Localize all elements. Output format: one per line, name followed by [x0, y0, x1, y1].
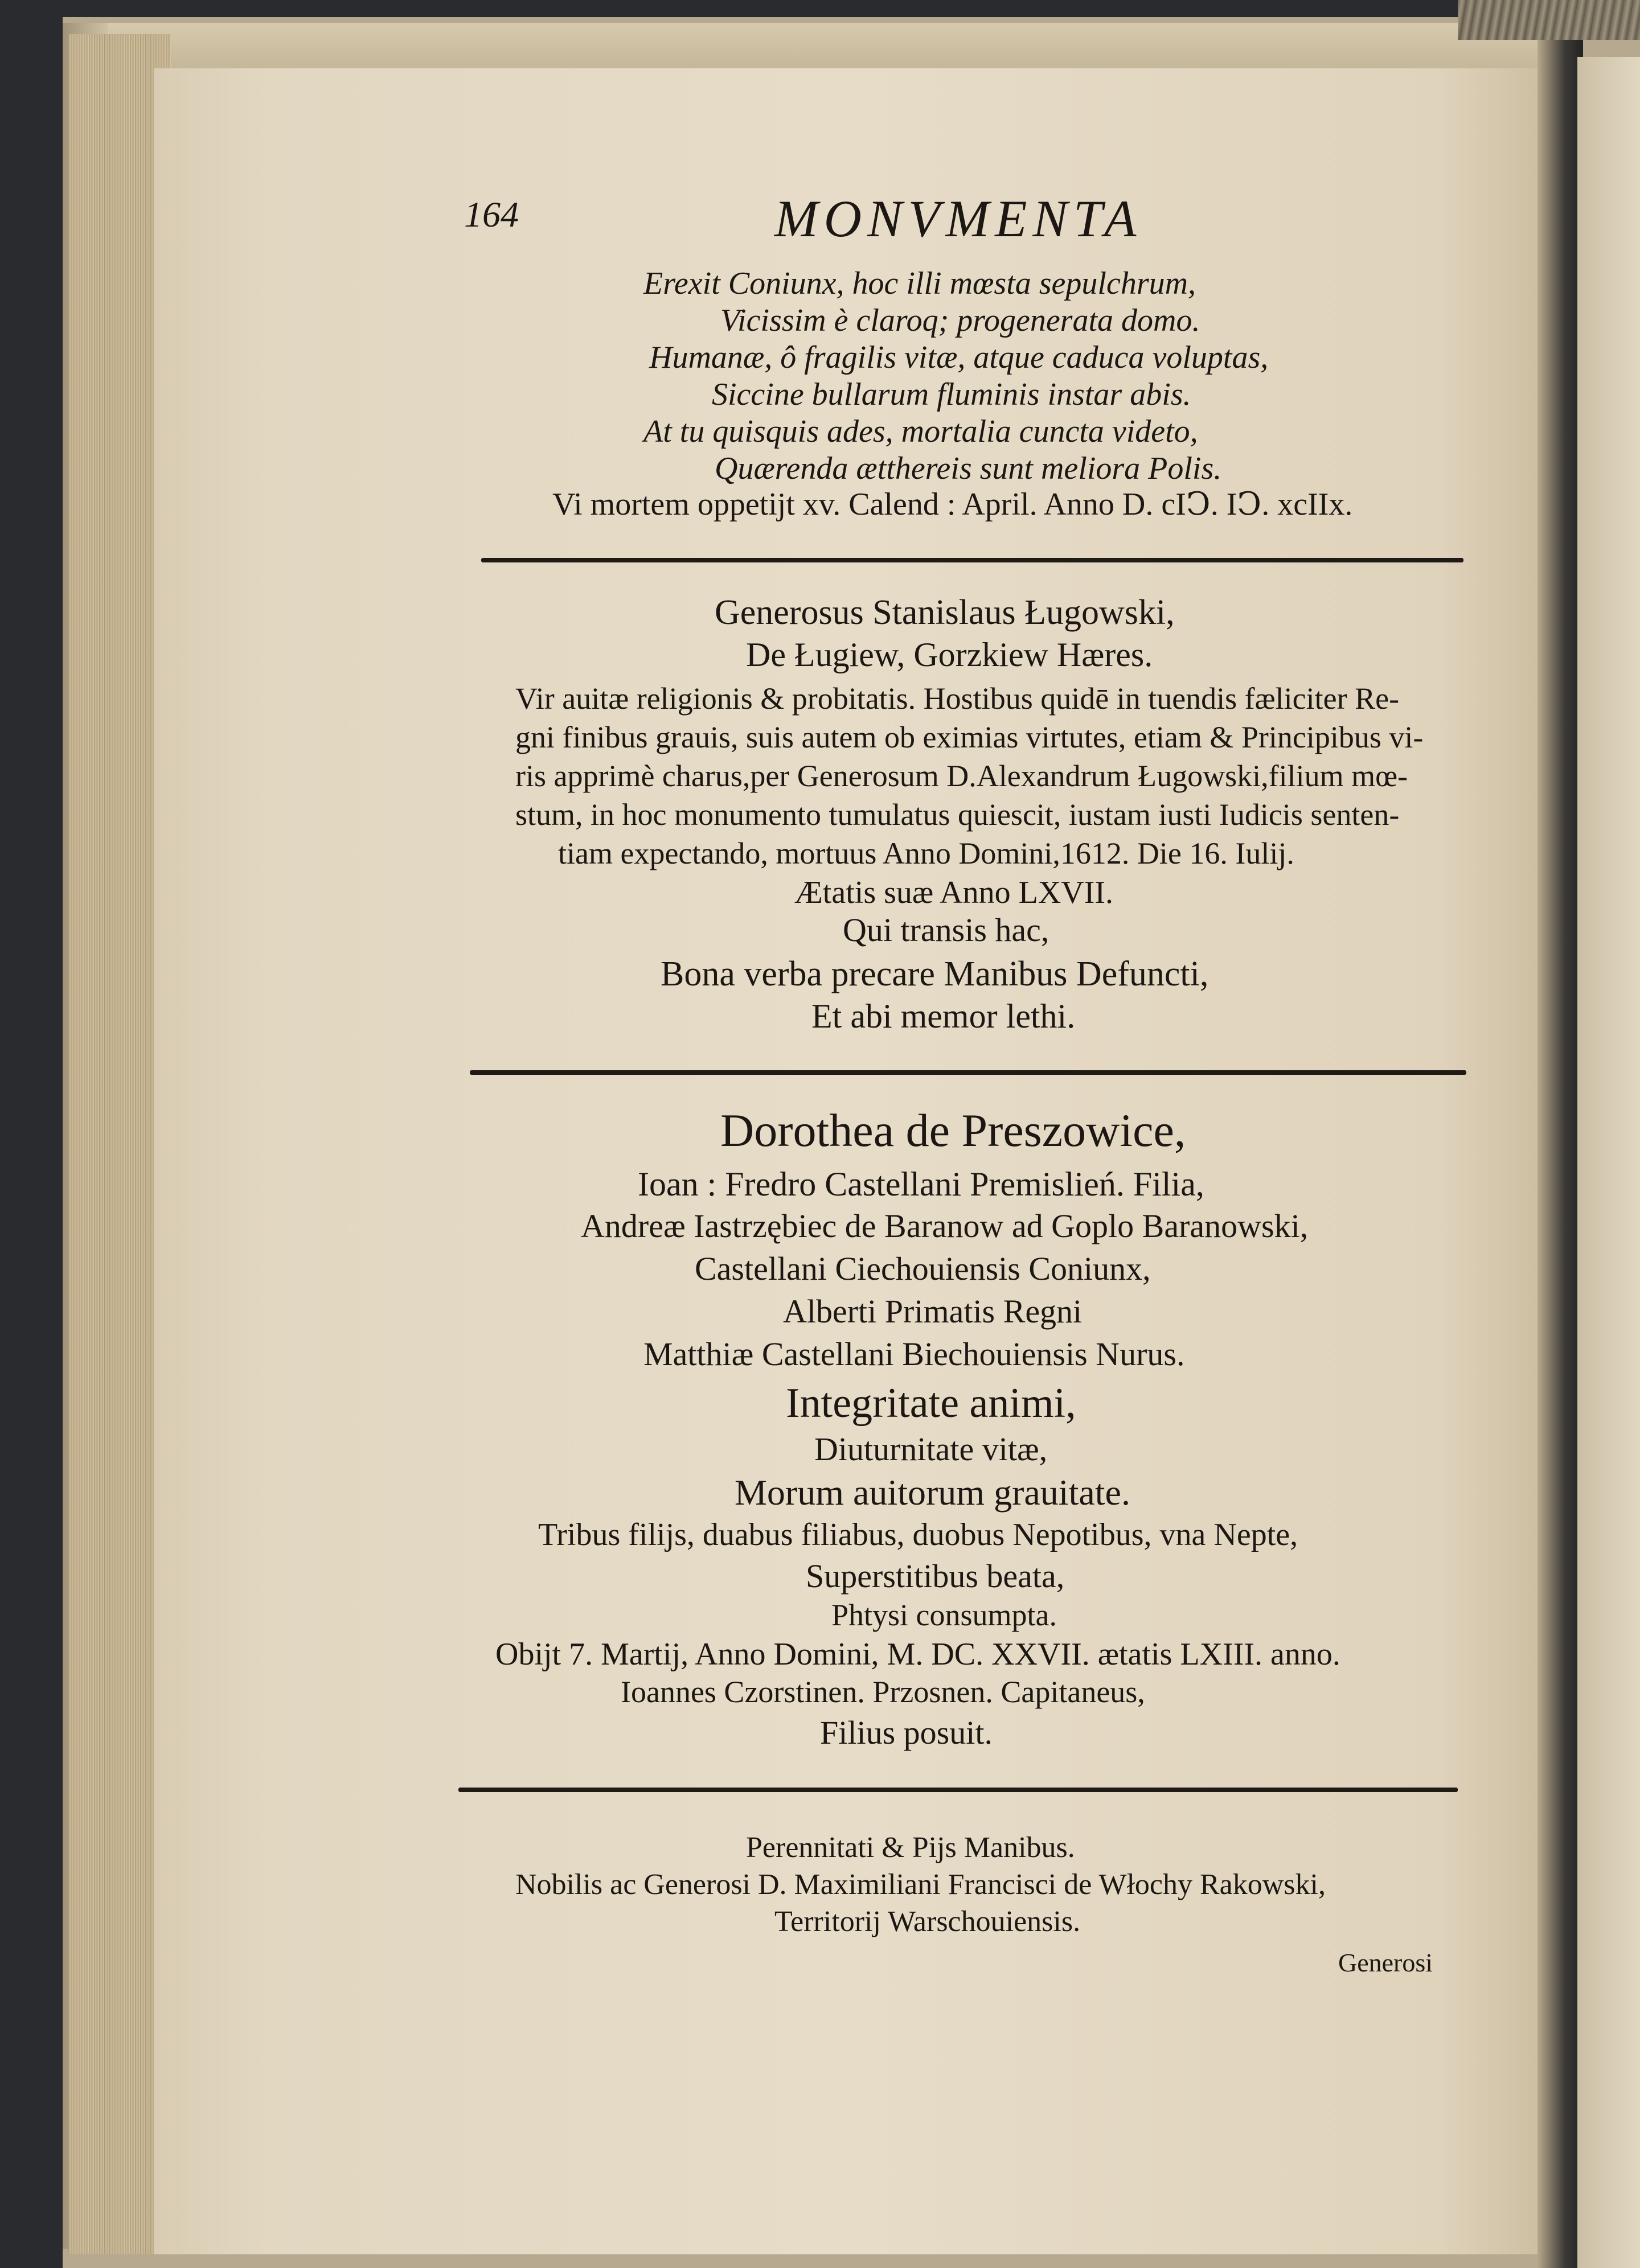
epitaph2-body-4: stum, in hoc monumento tumulatus quiescit, iustam iusti Iudicis senten-: [515, 798, 1400, 832]
epitaph3-line-13: Obijt 7. Martij, Anno Domini, M. DC. XXVII. ætatis LXIII. anno.: [495, 1637, 1340, 1672]
epitaph1-line-2: Vicissim è claroq; progenerata domo.: [720, 303, 1200, 338]
epitaph2-title: De Ługiew, Gorzkiew Hæres.: [746, 636, 1153, 673]
epitaph3-line-8: Diuturnitate vitæ,: [814, 1431, 1048, 1468]
epitaph2-name: Generosus Stanislaus Ługowski,: [715, 593, 1175, 632]
epitaph3-line-12: Phtysi consumpta.: [831, 1598, 1057, 1632]
epitaph3-line-6: Matthiæ Castellani Biechouiensis Nurus.: [643, 1336, 1185, 1373]
book-gutter: [1538, 34, 1583, 2268]
epitaph1-closing: Vi mortem oppetijt xv. Calend : April. Anno D. cIↃ. IↃ. xcIIx.: [552, 487, 1353, 522]
epitaph2-body-5: tiam expectando, mortuus Anno Domini,1612. Die 16. Iulij.: [558, 836, 1294, 870]
epitaph2-bona: Bona verba precare Manibus Defuncti,: [661, 955, 1209, 993]
epitaph3-line-3: Andreæ Iastrzębiec de Baranow ad Goplo Baranowski,: [581, 1207, 1309, 1244]
epitaph1-line-4: Siccine bullarum fluminis instar abis.: [712, 377, 1191, 412]
epitaph2-body-3: ris apprimè charus,per Generosum D.Alexandrum Ługowski,filium mœ-: [515, 759, 1408, 793]
epitaph2-qui: Qui transis hac,: [843, 911, 1049, 948]
epitaph3-line-9: Morum auitorum grauitate.: [735, 1472, 1130, 1513]
epitaph2-body-1: Vir auitæ religionis & probitatis. Hostibus quidē in tuendis fæliciter Re-: [515, 681, 1400, 716]
epitaph4-line-3: Territorij Warschouiensis.: [774, 1905, 1081, 1938]
epitaph1-line-5: At tu quisquis ades, mortalia cuncta videto,: [643, 414, 1198, 449]
epitaph3-line-4: Castellani Ciechouiensis Coniunx,: [695, 1250, 1151, 1287]
catchword: Generosi: [1338, 1948, 1433, 1977]
epitaph4-line-1: Perennitati & Pijs Manibus.: [746, 1831, 1075, 1864]
epitaph3-line-5: Alberti Primatis Regni: [783, 1293, 1083, 1330]
epitaph3-line-11: Superstitibus beata,: [806, 1558, 1065, 1595]
divider-1: [481, 558, 1463, 562]
epitaph3-line-15: Filius posuit.: [820, 1714, 993, 1751]
epitaph3-line-7: Integritate animi,: [786, 1380, 1076, 1427]
divider-3: [458, 1788, 1458, 1792]
running-head: MONVMENTA: [774, 190, 1142, 248]
epitaph2-et-abi: Et abi memor lethi.: [811, 997, 1076, 1035]
epitaph3-line-2: Ioan : Fredro Castellani Premislień. Filia,: [638, 1165, 1204, 1203]
epitaph4-line-2: Nobilis ac Generosi D. Maximiliani Francisci de Włochy Rakowski,: [515, 1868, 1326, 1901]
epitaph1-line-6: Quærenda ætthereis sunt meliora Polis.: [715, 451, 1222, 486]
epitaph2-age: Ætatis suæ Anno LXVII.: [794, 875, 1113, 910]
page-number: 164: [464, 194, 519, 235]
binding-cord: [1458, 0, 1640, 40]
page-top-edge: [68, 23, 1555, 74]
epitaph2-body-2: gni finibus grauis, suis autem ob eximias virtutes, etiam & Principibus vi-: [515, 720, 1424, 754]
epitaph1-line-3: Humanæ, ô fragilis vitæ, atque caduca voluptas,: [649, 340, 1269, 375]
epitaph3-line-10: Tribus filijs, duabus filiabus, duobus Nepotibus, vna Nepte,: [538, 1517, 1298, 1552]
epitaph3-name: Dorothea de Preszowice,: [720, 1104, 1186, 1156]
divider-2: [470, 1070, 1466, 1075]
epitaph3-line-14: Ioannes Czorstinen. Przosnen. Capitaneus,: [621, 1675, 1145, 1709]
facing-page-edge: [1577, 57, 1640, 2268]
epitaph1-line-1: Erexit Coniunx, hoc illi mœsta sepulchrum,: [643, 266, 1196, 301]
